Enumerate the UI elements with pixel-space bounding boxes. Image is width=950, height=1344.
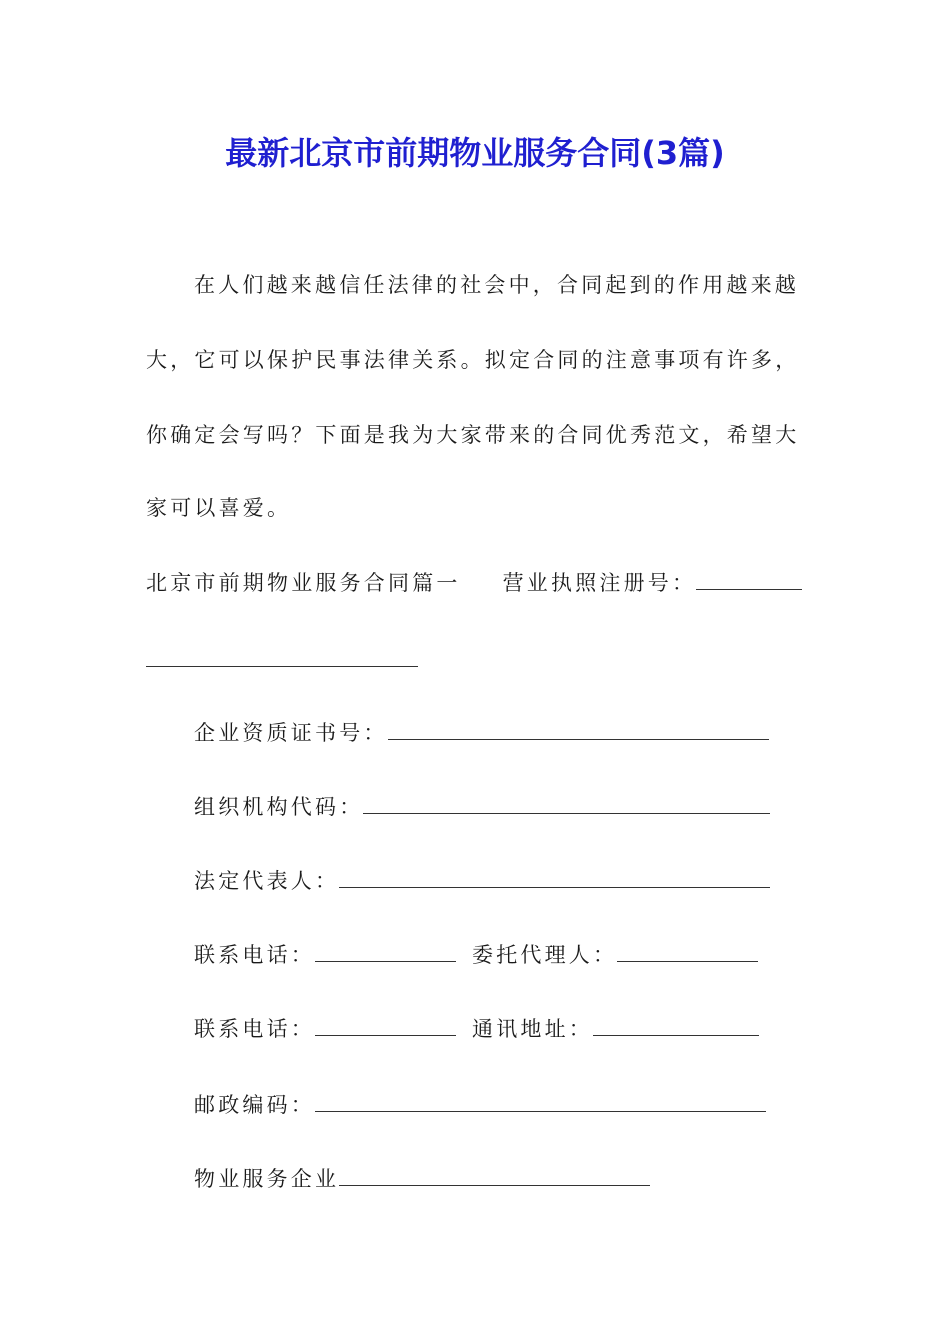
phone-address-row	[194, 1014, 759, 1044]
phone-blank-1	[315, 941, 456, 962]
intro-line-4: 家可以喜爱。	[146, 496, 292, 520]
legal-rep-blank	[339, 867, 770, 888]
qualification-label: 企业资质证书号：	[194, 721, 388, 745]
phone-label-1: 联系电话：	[194, 943, 315, 967]
phone-label-2: 联系电话：	[194, 1017, 315, 1041]
license-label: 营业执照注册号：	[502, 571, 697, 595]
address-blank	[593, 1015, 759, 1036]
legal-rep-row	[194, 866, 770, 896]
section-row	[146, 568, 802, 598]
legal-rep-label: 法定代表人：	[194, 869, 340, 893]
postcode-blank	[315, 1091, 766, 1112]
postcode-label: 邮政编码：	[194, 1093, 315, 1117]
license-blank	[696, 569, 802, 590]
phone-blank-2	[315, 1015, 456, 1036]
section-heading: 北京市前期物业服务合同篇一	[146, 571, 461, 595]
org-code-blank	[363, 793, 770, 814]
agent-blank	[617, 941, 758, 962]
qualification-row	[194, 718, 769, 748]
company-row	[194, 1164, 650, 1194]
company-label: 物业服务企业	[194, 1167, 340, 1191]
address-label: 通讯地址：	[472, 1017, 593, 1041]
intro-line-1: 在人们越来越信任法律的社会中，合同起到的作用越来越	[194, 273, 799, 297]
qualification-blank	[388, 719, 769, 740]
intro-line-3: 你确定会写吗？下面是我为大家带来的合同优秀范文，希望大	[146, 423, 800, 447]
phone-agent-row	[194, 940, 758, 970]
license-blank-continued	[146, 666, 418, 667]
agent-label: 委托代理人：	[472, 943, 618, 967]
company-blank	[339, 1165, 650, 1186]
document-title: 最新北京市前期物业服务合同(3篇)	[225, 134, 725, 172]
org-code-label: 组织机构代码：	[194, 795, 364, 819]
intro-line-2: 大，它可以保护民事法律关系。拟定合同的注意事项有许多，	[146, 348, 800, 372]
postcode-row	[194, 1090, 766, 1120]
org-code-row	[194, 792, 770, 822]
